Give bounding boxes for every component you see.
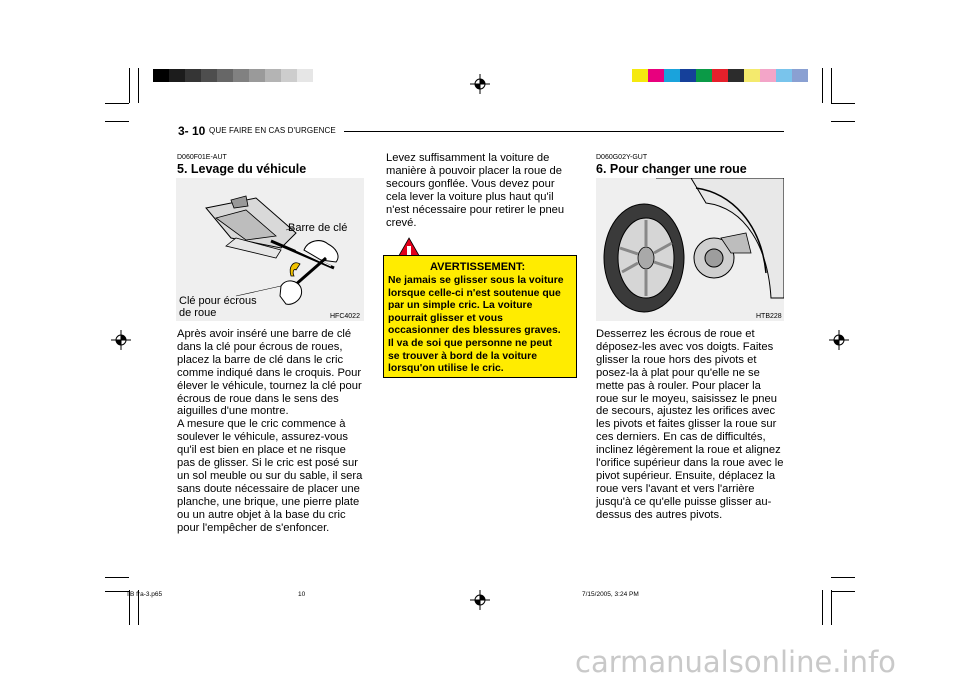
label-wheel-nut-wrench-1: Clé pour écrous [179,295,257,307]
middle-body-text [386,152,574,229]
text-line: lorsqu'on utilise le cric. [388,363,504,375]
text-line: planche, une brique, une pierre plate [177,495,360,508]
wheel-illustration [596,178,784,321]
label-wrench-bar: Barre de clé [288,222,348,234]
calibration-swatch [664,69,680,82]
calibration-swatch [792,69,808,82]
text-line: soulever le véhicule, assurez-vous [177,431,349,444]
wheel-drawing [596,178,784,321]
calibration-swatch [712,69,728,82]
section-code: D060F01E-AUT [177,154,227,161]
registration-mark-top [470,74,490,94]
text-line: ou un autre objet à la base du cric [177,508,346,521]
text-line: n'est nécessaire pour retirer le pneu [386,203,565,216]
text-line: comme indiqué dans le croquis. Pour [177,366,362,379]
calibration-swatch [201,69,217,82]
text-line: un sol meuble ou sur du sable, il sera [177,469,363,482]
text-line: sans doute nécessaire de placer une [177,482,360,495]
jack-illustration [176,178,364,321]
text-line: ces derniers. En cas de difficultés, [596,431,766,444]
calibration-swatch [281,69,297,82]
text-line: jusqu'à ce qu'elle puisse glisser au- [596,495,772,508]
text-line: élever le véhicule, tournez la clé pour [177,379,362,392]
text-line: dessus des autres pivots. [596,508,723,521]
text-line: lorsque celle-ci n'est soutenue que [388,287,561,299]
page-number: 3- 10 [178,124,206,138]
watermark: carmanualsonline.info [575,645,896,679]
header-rule [344,131,784,132]
label-wheel-nut-wrench-2: de roue [179,307,217,319]
calibration-swatch [648,69,664,82]
text-line: aiguilles d'une montre. [177,405,289,418]
calibration-swatch [696,69,712,82]
text-line: par un simple cric. La voiture [388,300,533,312]
footer-file: TB fra-3.p65 [126,591,163,598]
warning-text [388,275,574,376]
calibration-swatch [169,69,185,82]
footer-page: 10 [298,591,306,598]
calibration-swatch [744,69,760,82]
calibration-swatch [632,69,648,82]
calibration-swatch [233,69,249,82]
left-body-text [177,328,364,535]
text-line: crevé. [386,216,417,229]
text-line: dans la clé pour écrous de roues, [177,340,343,353]
calibration-swatch [185,69,201,82]
text-line: placez la barre de clé dans le cric [177,353,344,366]
text-line: inclinez légèrement la roue et alignez [596,444,781,457]
section-code: D060G02Y-GUT [596,154,648,161]
text-line: qu'il est bien en place et ne risque [177,444,346,457]
text-line: roue vers l'avant et vers l'arrière [596,482,755,495]
text-line: écrous de roue dans le sens des [177,392,339,405]
text-line: secours gonflée. Vous devez pour [386,177,555,190]
text-line: Il va de soi que personne ne peut [388,337,552,349]
text-line: pourrait glisser et vous [388,312,503,324]
calibration-swatch [265,69,281,82]
figure-code: HFC4022 [330,313,360,320]
calibration-swatch [760,69,776,82]
section-title: 6. Pour changer une roue [596,162,747,176]
figure-code: HTB228 [756,313,782,320]
warning-title: AVERTISSEMENT: [430,261,526,273]
text-line: mette pas à rouler. Pour placer la [596,379,761,392]
text-line: Desserrez les écrous de roue et [596,328,755,340]
text-line: occasionner des blessures graves. [388,325,561,337]
text-line: cela lever la voiture plus haut qu'il [386,190,554,203]
text-line: de secours, ajustez les orifices avec [596,405,776,418]
calibration-swatch [217,69,233,82]
calibration-swatch [297,69,313,82]
calibration-swatch [776,69,792,82]
text-line: pivot supérieur. Ensuite, déplacez la [596,469,776,482]
footer-date: 7/15/2005, 3:24 PM [582,591,639,598]
warning-box [383,255,577,378]
text-line: manière à pouvoir placer la roue de [386,164,562,177]
text-line: glisser la roue hors des pivots et [596,353,757,366]
right-body-text [596,328,784,522]
calibration-swatch [728,69,744,82]
text-line: les pivots et faites glisser la roue sur [596,418,777,431]
section-title: 5. Levage du véhicule [177,162,307,176]
chapter-title: QUE FAIRE EN CAS D'URGENCE [209,126,336,135]
text-line: pour l'empêcher de s'enfoncer. [177,521,330,534]
registration-mark-right [829,330,849,350]
text-line: déposez-les avec vos doigts. Faites [596,340,774,353]
text-line: l'orifice supérieur dans la roue avec le [596,457,784,470]
text-line: A mesure que le cric commence à [177,418,346,431]
text-line: roue sur le moyeu, saisissez le pneu [596,392,777,405]
calibration-swatch [680,69,696,82]
text-line: Après avoir inséré une barre de clé [177,328,352,340]
registration-mark-bottom [470,590,490,610]
text-line: posez-la à plat pour qu'elle ne se [596,366,760,379]
text-line: se trouver à bord de la voiture [388,350,537,362]
text-line: pas de glisser. Si le cric est posé sur [177,457,358,470]
text-line: Ne jamais se glisser sous la voiture [388,275,564,286]
calibration-swatch [153,69,169,82]
registration-mark-left [111,330,131,350]
text-line: Levez suffisamment la voiture de [386,152,550,164]
calibration-swatch [249,69,265,82]
